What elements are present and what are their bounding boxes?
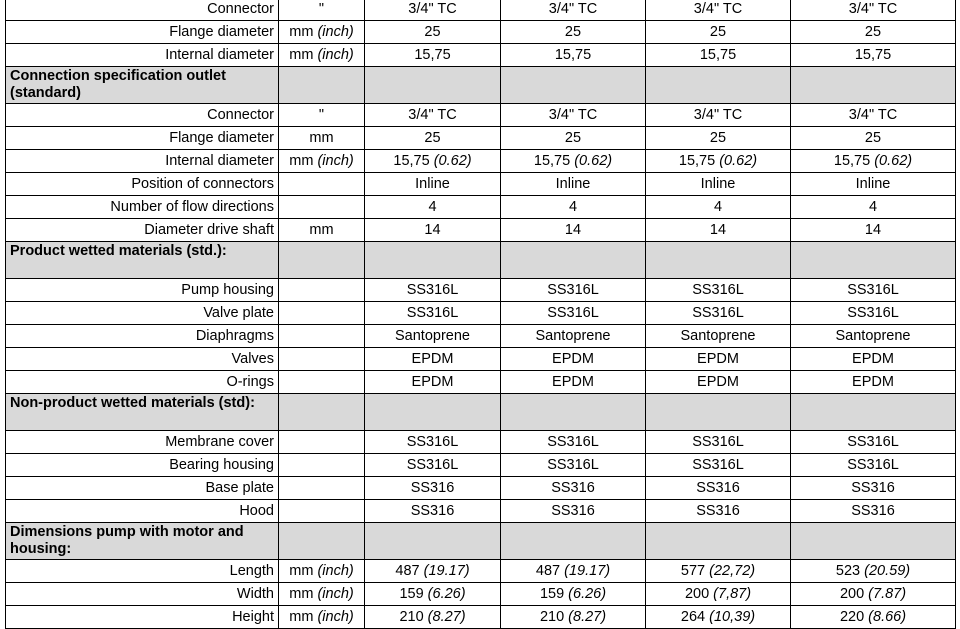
section-empty-cell: [791, 67, 956, 104]
value-text: Inline: [415, 176, 450, 192]
value-text: 15,75: [414, 47, 451, 63]
value-text: 15,75: [393, 153, 430, 169]
value-cell: [365, 279, 501, 302]
value-cell: [646, 583, 791, 606]
value-cell: [501, 127, 646, 150]
value-text: SS316L: [847, 305, 899, 321]
unit-cell: [279, 560, 365, 583]
section-title: Dimensions pump with motor and housing:: [6, 523, 279, 560]
value-cell: [501, 219, 646, 242]
unit-cell: [279, 150, 365, 173]
value-text: 3/4" TC: [848, 107, 898, 123]
value-text: Inline: [855, 176, 891, 192]
value-cell: [646, 173, 791, 196]
unit-inch-text: (inch): [317, 153, 354, 169]
section-empty-cell: [646, 523, 791, 560]
unit-text: mm: [289, 609, 314, 625]
value-cell: [501, 454, 646, 477]
value-cell: [365, 348, 501, 371]
unit-cell: [279, 44, 365, 67]
section-empty-cell: [365, 242, 501, 279]
row-label: Bearing housing: [6, 454, 279, 477]
unit-text: mm: [289, 563, 314, 579]
value-text: 220: [839, 609, 865, 625]
value-cell: [646, 477, 791, 500]
value-inch-text: (8.27): [568, 609, 607, 625]
value-text: 15,75: [678, 153, 716, 169]
table-row: [6, 431, 956, 454]
value-text: 25: [424, 130, 441, 146]
section-empty-cell: [365, 523, 501, 560]
value-cell: [646, 371, 791, 394]
value-text: EPDM: [697, 351, 739, 367]
section-empty-cell: [279, 523, 365, 560]
row-label: O-rings: [6, 371, 279, 394]
row-label: Diameter drive shaft: [6, 219, 279, 242]
value-text: Santoprene: [395, 328, 470, 344]
value-text: 4: [568, 199, 578, 215]
value-cell: [791, 371, 956, 394]
value-cell: [646, 454, 791, 477]
value-text: SS316L: [692, 305, 744, 321]
section-header-row: [6, 523, 956, 560]
row-label: Hood: [6, 500, 279, 523]
section-empty-cell: [791, 523, 956, 560]
value-inch-text: (20.59): [864, 563, 911, 579]
value-cell: [791, 325, 956, 348]
value-text: 210: [539, 609, 565, 625]
unit-text: ": [318, 107, 325, 123]
value-cell: [791, 348, 956, 371]
value-cell: [791, 0, 956, 21]
value-cell: [501, 44, 646, 67]
value-text: 15,75: [699, 47, 737, 63]
value-cell: [646, 325, 791, 348]
value-text: 159: [539, 586, 565, 602]
value-cell: [646, 606, 791, 629]
section-title: Connection specification outlet (standard): [6, 67, 279, 104]
row-label: Connector: [6, 0, 279, 21]
unit-cell: [279, 431, 365, 454]
value-cell: [791, 431, 956, 454]
value-cell: [365, 477, 501, 500]
value-inch-text: (19.17): [423, 563, 470, 579]
value-text: SS316L: [847, 457, 899, 473]
value-text: 159: [399, 586, 424, 602]
value-text: 200: [684, 586, 710, 602]
unit-cell: [279, 21, 365, 44]
table-row: [6, 302, 956, 325]
value-text: 3/4" TC: [693, 1, 743, 17]
unit-text: mm: [289, 24, 314, 40]
value-cell: [501, 431, 646, 454]
table-row: [6, 196, 956, 219]
value-text: Inline: [555, 176, 591, 192]
table-row: [6, 150, 956, 173]
unit-inch-text: (inch): [317, 563, 354, 579]
value-cell: [791, 477, 956, 500]
value-text: SS316L: [692, 457, 744, 473]
value-cell: [646, 348, 791, 371]
value-text: SS316: [410, 503, 455, 519]
value-text: SS316: [851, 480, 895, 496]
section-empty-cell: [791, 242, 956, 279]
value-cell: [365, 196, 501, 219]
value-text: 3/4" TC: [408, 1, 457, 17]
row-label: Flange diameter: [6, 127, 279, 150]
value-text: 4: [868, 199, 878, 215]
spec-table: [5, 0, 956, 629]
value-text: 210: [399, 609, 424, 625]
value-text: SS316L: [547, 434, 599, 450]
value-cell: [501, 302, 646, 325]
row-label: Height: [6, 606, 279, 629]
section-empty-cell: [646, 394, 791, 431]
unit-inch-text: (inch): [317, 609, 354, 625]
value-cell: [501, 583, 646, 606]
row-label: Valves: [6, 348, 279, 371]
value-inch-text: (7.87): [868, 586, 907, 602]
value-inch-text: (19.17): [564, 563, 611, 579]
section-title: Non-product wetted materials (std):: [6, 394, 279, 431]
value-cell: [365, 173, 501, 196]
value-cell: [365, 302, 501, 325]
unit-cell: [279, 173, 365, 196]
value-cell: [646, 219, 791, 242]
row-label: Base plate: [6, 477, 279, 500]
unit-cell: [279, 196, 365, 219]
value-text: 4: [428, 199, 437, 215]
unit-cell: [279, 606, 365, 629]
value-text: 264: [680, 609, 706, 625]
value-cell: [791, 150, 956, 173]
value-cell: [501, 0, 646, 21]
value-cell: [791, 606, 956, 629]
value-cell: [646, 560, 791, 583]
value-cell: [365, 454, 501, 477]
unit-text: ": [318, 1, 325, 17]
value-text: 15,75: [554, 47, 592, 63]
value-text: Santoprene: [835, 328, 911, 344]
value-text: 25: [864, 130, 882, 146]
value-text: 25: [564, 130, 582, 146]
value-cell: [791, 196, 956, 219]
unit-cell: [279, 219, 365, 242]
value-inch-text: (0.62): [433, 153, 472, 169]
unit-cell: [279, 348, 365, 371]
value-cell: [791, 44, 956, 67]
value-cell: [501, 477, 646, 500]
table-row: [6, 560, 956, 583]
value-text: SS316: [851, 503, 895, 519]
value-text: 25: [864, 24, 882, 40]
row-label: Pump housing: [6, 279, 279, 302]
table-row: [6, 21, 956, 44]
value-cell: [791, 104, 956, 127]
value-text: SS316: [696, 503, 740, 519]
value-text: SS316: [410, 480, 455, 496]
value-text: 4: [713, 199, 723, 215]
unit-cell: [279, 371, 365, 394]
value-inch-text: (8.66): [868, 609, 907, 625]
value-cell: [791, 173, 956, 196]
value-cell: [501, 500, 646, 523]
value-cell: [646, 302, 791, 325]
table-row: [6, 500, 956, 523]
value-cell: [365, 583, 501, 606]
value-text: 14: [424, 222, 441, 238]
value-cell: [365, 219, 501, 242]
value-inch-text: (6.26): [427, 586, 466, 602]
section-empty-cell: [646, 242, 791, 279]
row-label: Position of connectors: [6, 173, 279, 196]
value-cell: [501, 150, 646, 173]
row-label: Connector: [6, 104, 279, 127]
table-row: [6, 371, 956, 394]
table-row: [6, 44, 956, 67]
table-row: [6, 348, 956, 371]
value-cell: [501, 606, 646, 629]
value-text: Santoprene: [535, 328, 611, 344]
value-text: SS316L: [547, 305, 599, 321]
table-row: [6, 219, 956, 242]
value-cell: [646, 21, 791, 44]
unit-text: mm: [289, 47, 314, 63]
value-text: SS316L: [406, 305, 459, 321]
unit-cell: [279, 104, 365, 127]
table-row: [6, 477, 956, 500]
section-empty-cell: [279, 394, 365, 431]
unit-cell: [279, 127, 365, 150]
value-text: Santoprene: [680, 328, 756, 344]
value-cell: [646, 0, 791, 21]
value-text: EPDM: [852, 351, 894, 367]
value-cell: [791, 21, 956, 44]
section-empty-cell: [646, 67, 791, 104]
value-cell: [501, 371, 646, 394]
value-text: 3/4" TC: [408, 107, 457, 123]
value-cell: [501, 325, 646, 348]
value-cell: [791, 583, 956, 606]
value-cell: [791, 127, 956, 150]
table-row: [6, 606, 956, 629]
unit-text: mm: [309, 222, 334, 238]
unit-cell: [279, 477, 365, 500]
value-text: EPDM: [697, 374, 739, 390]
table-row: [6, 127, 956, 150]
value-text: EPDM: [852, 374, 894, 390]
value-text: 14: [564, 222, 582, 238]
table-row: [6, 0, 956, 21]
section-title: Product wetted materials (std.):: [6, 242, 279, 279]
value-inch-text: (0.62): [719, 153, 758, 169]
section-header-row: [6, 394, 956, 431]
value-text: SS316L: [406, 434, 459, 450]
value-cell: [501, 173, 646, 196]
value-text: SS316: [696, 480, 740, 496]
value-cell: [646, 104, 791, 127]
row-label: Internal diameter: [6, 150, 279, 173]
value-text: 487: [395, 563, 420, 579]
value-text: 15,75: [533, 153, 571, 169]
section-empty-cell: [365, 67, 501, 104]
value-cell: [791, 219, 956, 242]
section-empty-cell: [501, 394, 646, 431]
unit-text: mm: [289, 586, 314, 602]
value-text: 25: [564, 24, 582, 40]
value-inch-text: (7,87): [713, 586, 752, 602]
value-cell: [791, 302, 956, 325]
value-inch-text: (6.26): [568, 586, 607, 602]
value-text: SS316L: [847, 434, 899, 450]
row-label: Internal diameter: [6, 44, 279, 67]
unit-inch-text: (inch): [317, 24, 354, 40]
value-cell: [646, 279, 791, 302]
section-empty-cell: [501, 67, 646, 104]
value-cell: [365, 560, 501, 583]
value-text: 15,75: [854, 47, 892, 63]
section-empty-cell: [365, 394, 501, 431]
section-empty-cell: [791, 394, 956, 431]
table-row: [6, 104, 956, 127]
value-text: SS316L: [847, 282, 899, 298]
value-cell: [501, 21, 646, 44]
value-text: SS316L: [406, 457, 459, 473]
value-cell: [646, 150, 791, 173]
value-text: 25: [424, 24, 441, 40]
value-inch-text: (0.62): [574, 153, 613, 169]
unit-cell: [279, 302, 365, 325]
value-text: SS316: [551, 503, 595, 519]
value-cell: [501, 348, 646, 371]
row-label: Number of flow directions: [6, 196, 279, 219]
row-label: Diaphragms: [6, 325, 279, 348]
unit-inch-text: (inch): [317, 47, 354, 63]
unit-cell: [279, 279, 365, 302]
value-text: SS316: [551, 480, 595, 496]
value-text: 3/4" TC: [693, 107, 743, 123]
value-cell: [365, 21, 501, 44]
section-empty-cell: [279, 67, 365, 104]
value-text: 14: [709, 222, 727, 238]
value-text: 3/4" TC: [548, 107, 598, 123]
value-text: 14: [864, 222, 882, 238]
table-row: [6, 325, 956, 348]
value-text: SS316L: [692, 434, 744, 450]
value-inch-text: (10,39): [709, 609, 756, 625]
value-cell: [646, 127, 791, 150]
value-text: EPDM: [552, 351, 594, 367]
value-text: 487: [535, 563, 561, 579]
section-header-row: [6, 67, 956, 104]
section-empty-cell: [501, 523, 646, 560]
value-cell: [365, 104, 501, 127]
unit-text: mm: [309, 130, 334, 146]
section-empty-cell: [279, 242, 365, 279]
value-cell: [365, 150, 501, 173]
value-inch-text: (8.27): [427, 609, 466, 625]
unit-cell: [279, 500, 365, 523]
value-text: 15,75: [833, 153, 871, 169]
value-text: 523: [835, 563, 861, 579]
value-cell: [646, 44, 791, 67]
value-text: 577: [680, 563, 706, 579]
value-cell: [791, 279, 956, 302]
section-header-row: [6, 242, 956, 279]
unit-text: mm: [289, 153, 314, 169]
unit-cell: [279, 454, 365, 477]
unit-cell: [279, 583, 365, 606]
value-text: 200: [839, 586, 865, 602]
value-inch-text: (22,72): [709, 563, 756, 579]
value-cell: [365, 371, 501, 394]
value-cell: [791, 454, 956, 477]
value-cell: [501, 279, 646, 302]
unit-cell: [279, 325, 365, 348]
value-cell: [791, 500, 956, 523]
value-cell: [646, 196, 791, 219]
value-text: 3/4" TC: [848, 1, 898, 17]
unit-inch-text: (inch): [317, 586, 354, 602]
value-text: SS316L: [547, 457, 599, 473]
value-text: EPDM: [411, 351, 454, 367]
value-text: EPDM: [552, 374, 594, 390]
value-text: Inline: [700, 176, 736, 192]
value-text: 3/4" TC: [548, 1, 598, 17]
value-text: SS316L: [547, 282, 599, 298]
value-cell: [365, 431, 501, 454]
value-cell: [501, 196, 646, 219]
row-label: Width: [6, 583, 279, 606]
value-inch-text: (0.62): [874, 153, 913, 169]
value-cell: [646, 431, 791, 454]
value-cell: [365, 0, 501, 21]
table-row: [6, 583, 956, 606]
value-cell: [791, 560, 956, 583]
value-cell: [365, 44, 501, 67]
table-row: [6, 279, 956, 302]
table-row: [6, 173, 956, 196]
value-text: 25: [709, 130, 727, 146]
row-label: Flange diameter: [6, 21, 279, 44]
spec-table-body: [6, 0, 956, 629]
unit-cell: [279, 0, 365, 21]
value-cell: [365, 127, 501, 150]
value-text: EPDM: [411, 374, 454, 390]
value-cell: [365, 606, 501, 629]
value-cell: [365, 500, 501, 523]
section-empty-cell: [501, 242, 646, 279]
row-label: Valve plate: [6, 302, 279, 325]
value-cell: [501, 104, 646, 127]
row-label: Membrane cover: [6, 431, 279, 454]
value-text: SS316L: [406, 282, 459, 298]
value-text: 25: [709, 24, 727, 40]
value-cell: [365, 325, 501, 348]
row-label: Length: [6, 560, 279, 583]
value-text: SS316L: [692, 282, 744, 298]
value-cell: [501, 560, 646, 583]
value-cell: [646, 500, 791, 523]
table-row: [6, 454, 956, 477]
